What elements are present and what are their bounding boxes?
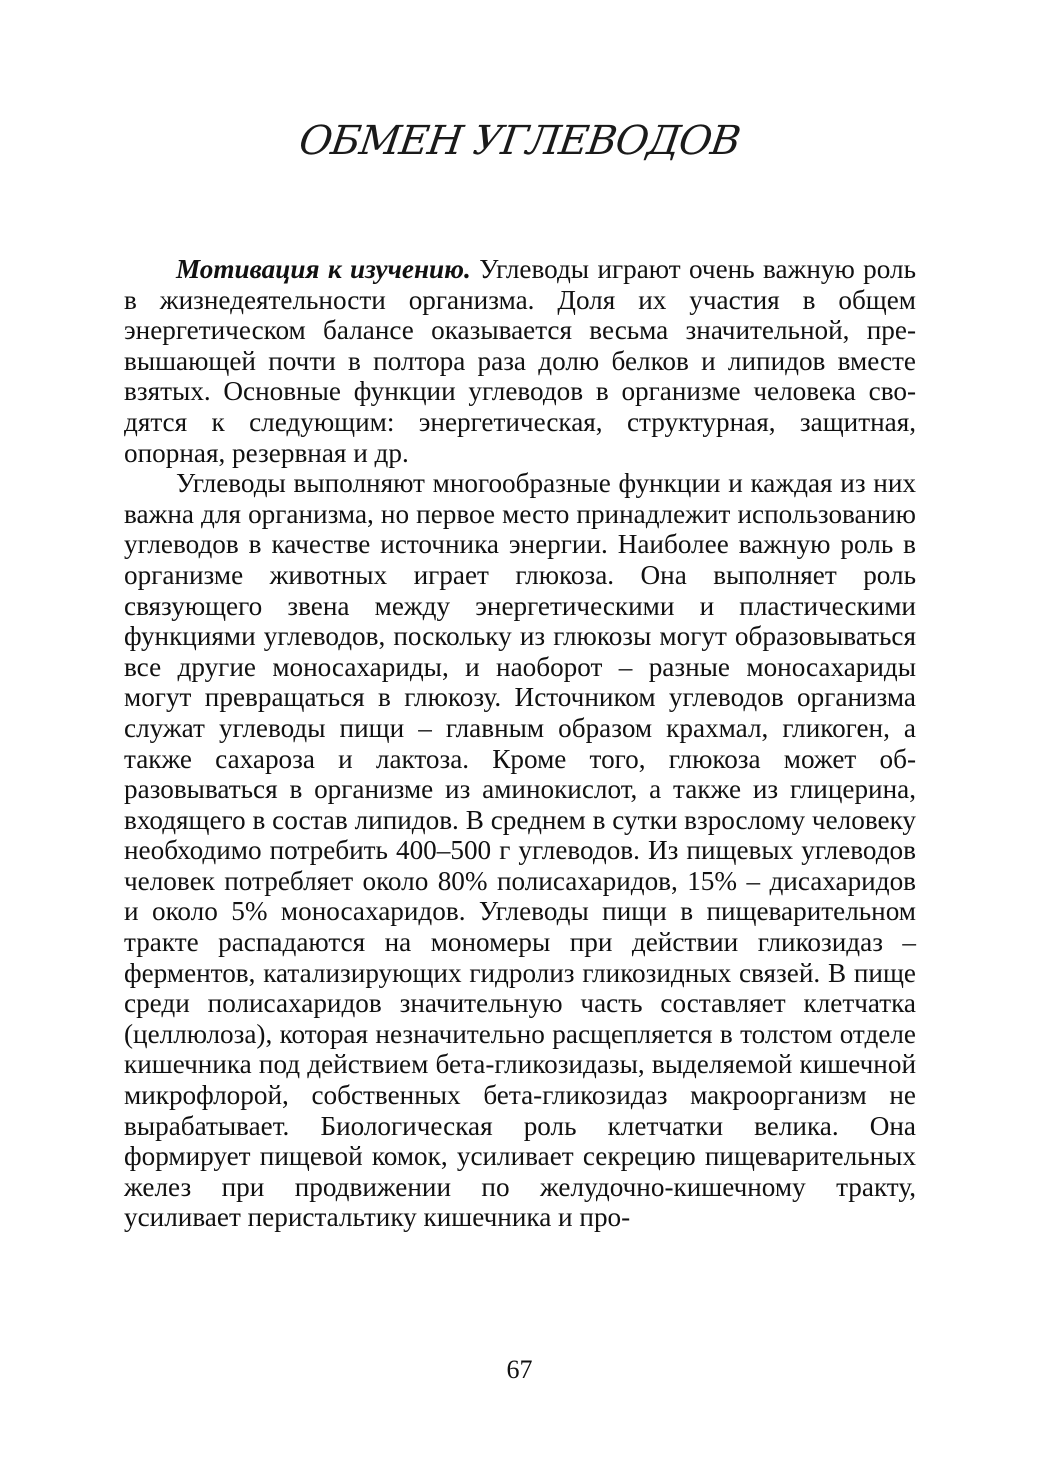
page-number: 67 [506, 1355, 533, 1384]
body-text [124, 254, 916, 1233]
motivation-text: Углеводы играют очень важную роль в жизнедеятельности организма. Доля их участия в общем энергетическом балансе оказывается весьма значительной, превышающей почти в полтора раза долю белков и липидов вместе взятых. Основные функции углеводов в организме человека сводятся к следующим: энергетическая, структурная, защитная, опорная, резервная и др. [124, 254, 916, 468]
motivation-heading: Мотивация к изучению. [176, 254, 471, 284]
paragraph-motivation [124, 254, 916, 468]
paragraph-functions: Углеводы выполняют многообразные функции и каждая из них важна для организма, но первое место принадлежит использованию углеводов в качестве источника энергии. Наиболее важную роль в организме животных играет глюкоза. Она выполняет роль связующего звена между энергетическими и пластическими функциями углеводов, поскольку из глюкозы могут образовываться все другие моносахариды, и наоборот – разные моносахариды могут превращаться в глюкозу. Источником углеводов организма служат углеводы пищи – главным образом крахмал, гликоген, а также сахароза и лактоза. Кроме того, глюкоза может образовываться в организме из аминокислот, а также из глицерина, входящего в состав липидов. В среднем в сутки взрослому человеку необходимо потребить 400–500 г углеводов. Из пищевых углеводов человек потребляет около 80% полисахаридов, 15% – дисахаридов и около 5% моносахаридов. Углеводы пищи в пищеварительном тракте распадаются на мономеры при действии гликозидаз – ферментов, катализирующих гидролиз гликозидных связей. В пище среди полисахаридов значительную часть составляет клетчатка (целлюлоза), которая незначительно расщепляется в толстом отделе кишечника под действием бета-гликозидазы, выделяемой кишечной микрофлорой, собственных бета-гликозидаз макроорганизм не вырабатывает. Биологическая роль клетчатки велика. Она формирует пищевой комок, усиливает секрецию пищеварительных желез при продвижении по желудочно-кишечному тракту, усиливает перистальтику кишечника и про- [124, 468, 916, 1233]
chapter-title: ОБМЕН УГЛЕВОДОВ [296, 118, 743, 164]
